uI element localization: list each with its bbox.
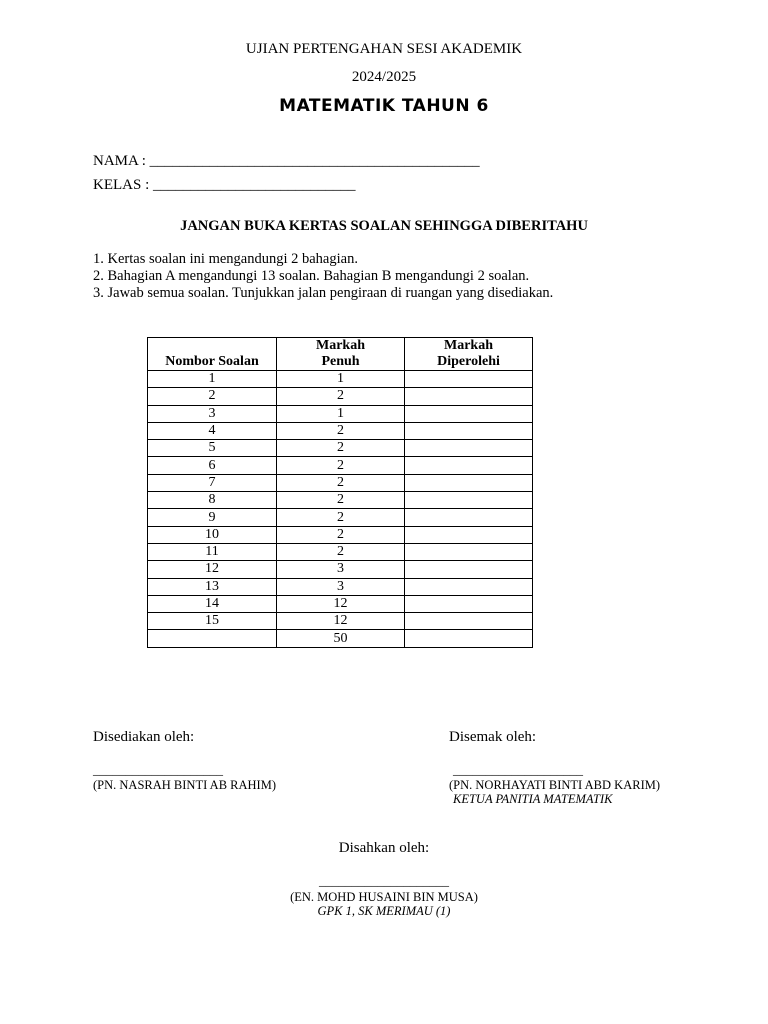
question-number-cell: 7: [148, 474, 277, 491]
table-row: [148, 595, 533, 612]
instructions-list: [93, 251, 553, 302]
question-number-cell: [148, 630, 277, 647]
question-number-cell: 12: [148, 561, 277, 578]
full-marks-cell: 2: [277, 457, 405, 474]
table-row: [148, 371, 533, 388]
marks-obtained-cell: [405, 422, 533, 439]
checked-signature-line: ____________________: [453, 762, 583, 777]
question-number-cell: 13: [148, 578, 277, 595]
marks-obtained-cell: [405, 440, 533, 457]
marks-obtained-cell: [405, 509, 533, 526]
question-number-cell: 4: [148, 422, 277, 439]
table-row: [148, 509, 533, 526]
full-marks-cell: 2: [277, 509, 405, 526]
full-marks-cell: 12: [277, 613, 405, 630]
table-row: [148, 543, 533, 560]
full-marks-cell: 2: [277, 422, 405, 439]
full-marks-cell: 1: [277, 405, 405, 422]
question-number-cell: 14: [148, 595, 277, 612]
table-row: [148, 422, 533, 439]
marks-obtained-cell: [405, 561, 533, 578]
approved-by-role: GPK 1, SK MERIMAU (1): [317, 904, 451, 918]
marks-table: [147, 337, 533, 648]
instruction-item: 2. Bahagian A mengandungi 13 soalan. Bahagian B mengandungi 2 soalan.: [93, 268, 530, 284]
marks-obtained-cell: [405, 630, 533, 647]
table-row: [148, 405, 533, 422]
question-number-cell: 2: [148, 388, 277, 405]
full-marks-cell: 2: [277, 543, 405, 560]
marks-obtained-cell: [405, 613, 533, 630]
warning-notice: JANGAN BUKA KERTAS SOALAN SEHINGGA DIBERITAHU: [180, 218, 588, 234]
full-marks-cell: 2: [277, 474, 405, 491]
instruction-item: 1. Kertas soalan ini mengandungi 2 bahagian.: [93, 251, 358, 267]
table-row: [148, 457, 533, 474]
table-row: [148, 474, 533, 491]
approved-by-name: (EN. MOHD HUSAINI BIN MUSA): [290, 890, 478, 904]
table-row: [148, 630, 533, 647]
marks-obtained-cell: [405, 578, 533, 595]
question-number-cell: 3: [148, 405, 277, 422]
approved-by-label: Disahkan oleh:: [338, 840, 430, 856]
prepared-signature-line: ____________________: [93, 762, 223, 777]
checked-by-role: KETUA PANITIA MATEMATIK: [453, 792, 613, 806]
question-number-cell: 6: [148, 457, 277, 474]
full-marks-cell: 12: [277, 595, 405, 612]
header-full-marks: Markah Penuh: [277, 338, 405, 371]
full-marks-cell: 50: [277, 630, 405, 647]
full-marks-cell: 2: [277, 492, 405, 509]
full-marks-cell: 3: [277, 561, 405, 578]
marks-obtained-cell: [405, 457, 533, 474]
question-number-cell: 5: [148, 440, 277, 457]
marks-obtained-cell: [405, 595, 533, 612]
prepared-by-label: Disediakan oleh:: [93, 729, 195, 745]
page-title: MATEMATIK TAHUN 6: [279, 96, 489, 116]
full-marks-cell: 2: [277, 526, 405, 543]
approved-signature-line: ____________________: [319, 873, 449, 888]
marks-obtained-cell: [405, 388, 533, 405]
header-question-number: Nombor Soalan: [148, 338, 277, 371]
question-number-cell: 11: [148, 543, 277, 560]
marks-obtained-cell: [405, 371, 533, 388]
question-number-cell: 10: [148, 526, 277, 543]
header-marks-obtained: Markah Diperolehi: [405, 338, 533, 371]
table-row: [148, 561, 533, 578]
table-row: [148, 440, 533, 457]
checked-by-name: (PN. NORHAYATI BINTI ABD KARIM): [449, 778, 661, 792]
exam-session-title: UJIAN PERTENGAHAN SESI AKADEMIK: [245, 41, 523, 57]
table-header-row: [148, 338, 533, 371]
table-row: [148, 526, 533, 543]
full-marks-cell: 2: [277, 388, 405, 405]
academic-year: 2024/2025: [351, 69, 417, 85]
marks-obtained-cell: [405, 492, 533, 509]
marks-obtained-cell: [405, 543, 533, 560]
question-number-cell: 1: [148, 371, 277, 388]
table-row: [148, 388, 533, 405]
full-marks-cell: 3: [277, 578, 405, 595]
prepared-by-name: (PN. NASRAH BINTI AB RAHIM): [93, 778, 276, 792]
checked-by-label: Disemak oleh:: [449, 729, 537, 745]
instruction-item: 3. Jawab semua soalan. Tunjukkan jalan pengiraan di ruangan yang disediakan.: [93, 285, 554, 301]
table-row: [148, 613, 533, 630]
marks-obtained-cell: [405, 405, 533, 422]
table-row: [148, 578, 533, 595]
class-field: KELAS : ___________________________: [93, 177, 356, 193]
question-number-cell: 8: [148, 492, 277, 509]
full-marks-cell: 1: [277, 371, 405, 388]
marks-obtained-cell: [405, 526, 533, 543]
name-field: NAMA : ____________________________________________: [93, 153, 480, 169]
full-marks-cell: 2: [277, 440, 405, 457]
question-number-cell: 9: [148, 509, 277, 526]
question-number-cell: 15: [148, 613, 277, 630]
marks-obtained-cell: [405, 474, 533, 491]
table-row: [148, 492, 533, 509]
